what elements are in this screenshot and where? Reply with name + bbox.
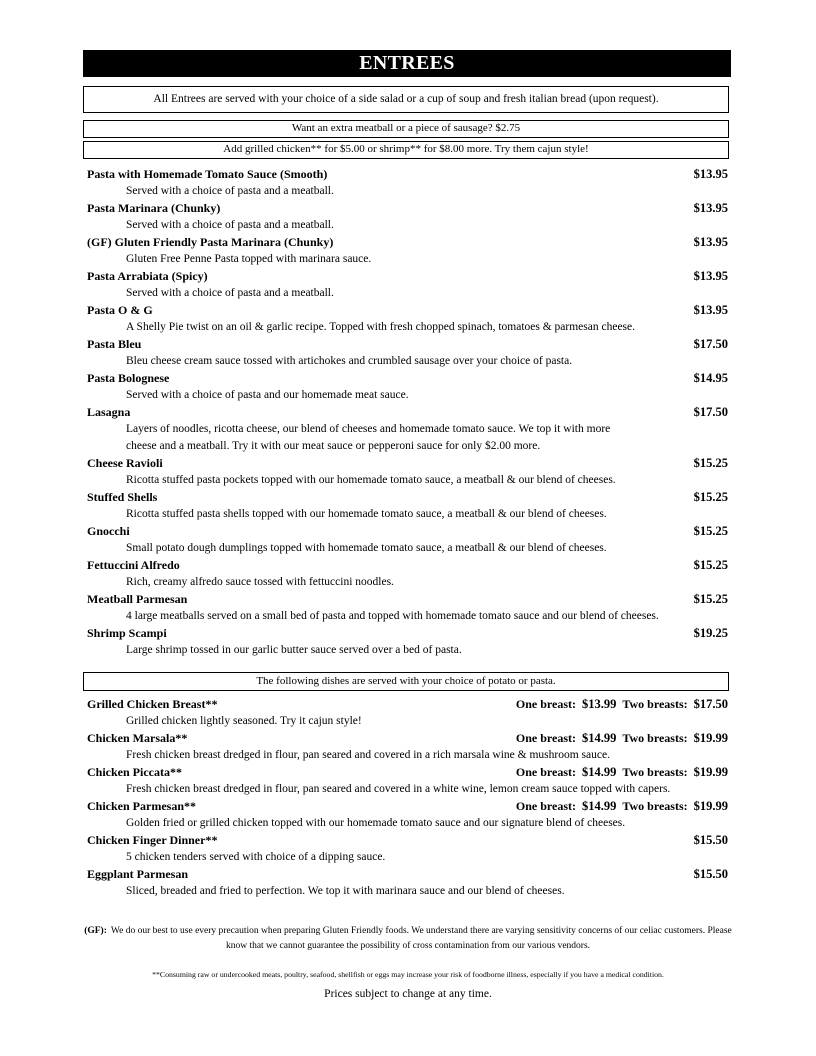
menu-item-row — [87, 557, 728, 574]
menu-item — [87, 336, 728, 370]
menu-item-row — [87, 302, 728, 319]
menu-item-description: Served with a choice of pasta and our homemade meat sauce. — [126, 389, 409, 401]
menu-item-price: $15.50 — [693, 867, 728, 881]
menu-item — [87, 302, 728, 336]
menu-item-price: $13.95 — [693, 201, 728, 215]
menu-item-description: Gluten Free Penne Pasta topped with marinara sauce. — [126, 253, 372, 265]
menu-item-row — [87, 591, 728, 608]
menu-item-description: 4 large meatballs served on a small bed of pasta and topped with homemade tomato sauce and our blend of cheeses. — [126, 610, 659, 622]
gf-text: We do our best to use every precaution when preparing Gluten Friendly foods. We understand there are varying sensitivity concerns of our celiac customers. Please know that we cannot guarantee the possibility of cross contamination from our various vendors. — [110, 926, 732, 951]
two-breasts-label: Two breasts: — [622, 731, 688, 745]
pasta-entree-list — [87, 166, 728, 659]
menu-item-price: $15.25 — [693, 524, 728, 538]
menu-item-row — [87, 625, 728, 642]
menu-item-name: Grilled Chicken Breast** — [87, 697, 218, 711]
menu-item-description: Sliced, breaded and fried to perfection. We top it with marinara sauce and our blend of cheeses. — [126, 885, 565, 897]
menu-item-row — [87, 166, 728, 183]
menu-item-name: Shrimp Scampi — [87, 626, 167, 640]
menu-item-description: 5 chicken tenders served with choice of a dipping sauce. — [126, 851, 386, 863]
menu-item — [87, 455, 728, 489]
menu-item — [87, 625, 728, 659]
menu-item-row — [87, 455, 728, 472]
menu-item-name: Chicken Finger Dinner** — [87, 833, 218, 847]
prices-note: Prices subject to change at any time. — [324, 988, 492, 1000]
raw-food-warning: **Consuming raw or undercooked meats, poultry, seafood, shellfish or eggs may increase your risk of foodborne illness, especially if you have a medical condition. — [152, 970, 664, 979]
gf-label: (GF): — [84, 926, 107, 936]
menu-item-row — [87, 268, 728, 285]
menu-item-name: Pasta Bleu — [87, 337, 142, 351]
menu-item-price: $15.25 — [693, 490, 728, 504]
gluten-friendly-disclaimer — [83, 924, 733, 954]
menu-item-name: Pasta Marinara (Chunky) — [87, 201, 221, 215]
menu-item-description: Ricotta stuffed pasta shells topped with our homemade tomato sauce, a meatball & our blend of cheeses. — [126, 508, 607, 520]
menu-item-description: Golden fried or grilled chicken topped with our homemade tomato sauce and our signature blend of cheeses. — [126, 817, 626, 829]
two-breasts-price: $19.99 — [693, 799, 728, 813]
one-breast-label: One breast: — [515, 765, 577, 779]
menu-item-name: Cheese Ravioli — [87, 456, 163, 470]
one-breast-price: $14.99 — [582, 765, 617, 779]
menu-item-row — [87, 370, 728, 387]
menu-item — [87, 730, 728, 764]
menu-item-row — [87, 200, 728, 217]
menu-item-description: Served with a choice of pasta and a meatball. — [126, 185, 334, 197]
menu-item-pricing — [516, 730, 728, 747]
menu-item-description: Served with a choice of pasta and a meatball. — [126, 287, 334, 299]
two-breasts-label: Two breasts: — [622, 765, 688, 779]
menu-item-price: $14.95 — [693, 371, 728, 385]
menu-item-name: Eggplant Parmesan — [87, 867, 189, 881]
menu-item — [87, 523, 728, 557]
menu-item-name: Gnocchi — [87, 524, 130, 538]
menu-item-name: Lasagna — [87, 405, 131, 419]
menu-item-price: $15.25 — [693, 592, 728, 606]
menu-item-row — [87, 866, 728, 883]
menu-item-description: Served with a choice of pasta and a meatball. — [126, 219, 334, 231]
menu-item — [87, 200, 728, 234]
two-breasts-label: Two breasts: — [622, 697, 688, 711]
one-breast-label: One breast: — [515, 731, 577, 745]
menu-item-description: Layers of noodles, ricotta cheese, our blend of cheeses and homemade tomato sauce. We top it with more — [126, 423, 611, 435]
menu-item-description: Ricotta stuffed pasta pockets topped with our homemade tomato sauce, a meatball & our blend of cheeses. — [126, 474, 616, 486]
menu-item-name: Fettuccini Alfredo — [87, 558, 180, 572]
menu-item — [87, 489, 728, 523]
menu-item — [87, 832, 728, 866]
menu-item-row — [87, 404, 728, 421]
menu-item-description: Fresh chicken breast dredged in flour, pan seared and covered in a white wine, lemon cream sauce topped with capers. — [126, 783, 671, 795]
meatball-note: Want an extra meatball or a piece of sausage? $2.75 — [83, 120, 729, 138]
menu-item-name: Chicken Piccata** — [87, 765, 182, 779]
chicken-entree-list — [87, 696, 728, 900]
two-breasts-price: $19.99 — [693, 765, 728, 779]
menu-item-row — [87, 798, 728, 815]
menu-item-row — [87, 764, 728, 781]
menu-item — [87, 557, 728, 591]
menu-item-description: Rich, creamy alfredo sauce tossed with fettuccini noodles. — [126, 576, 394, 588]
menu-item-description: Large shrimp tossed in our garlic butter sauce served over a bed of pasta. — [126, 644, 462, 656]
section-title: ENTREES — [83, 50, 731, 77]
menu-item — [87, 764, 728, 798]
menu-item-row — [87, 336, 728, 353]
menu-item-price: $13.95 — [693, 303, 728, 317]
two-breasts-label: Two breasts: — [622, 799, 688, 813]
menu-item-row — [87, 832, 728, 849]
menu-item-description: Bleu cheese cream sauce tossed with artichokes and crumbled sausage over your choice of pasta. — [126, 355, 573, 367]
two-breasts-price: $17.50 — [693, 697, 728, 711]
menu-item-name: Pasta Arrabiata (Spicy) — [87, 269, 208, 283]
menu-item — [87, 866, 728, 900]
menu-item-price: $19.25 — [693, 626, 728, 640]
menu-item-description: Small potato dough dumplings topped with homemade tomato sauce, a meatball & our blend of cheeses. — [126, 542, 607, 554]
one-breast-price: $14.99 — [582, 731, 617, 745]
menu-item-pricing — [516, 764, 728, 781]
menu-item-name: (GF) Gluten Friendly Pasta Marinara (Chunky) — [87, 235, 334, 249]
menu-item-name: Chicken Marsala** — [87, 731, 188, 745]
menu-item-name: Pasta with Homemade Tomato Sauce (Smooth) — [87, 167, 328, 181]
menu-item-price: $13.95 — [693, 235, 728, 249]
menu-item-name: Chicken Parmesan** — [87, 799, 196, 813]
menu-item — [87, 404, 728, 455]
one-breast-price: $14.99 — [582, 799, 617, 813]
menu-item-description: cheese and a meatball. Try it with our meat sauce or pepperoni sauce for only $2.00 more. — [126, 440, 541, 452]
menu-item-row — [87, 523, 728, 540]
menu-item — [87, 798, 728, 832]
menu-item-row — [87, 489, 728, 506]
menu-item — [87, 696, 728, 730]
one-breast-label: One breast: — [515, 697, 577, 711]
intro-note: All Entrees are served with your choice of a side salad or a cup of soup and fresh italian bread (upon request). — [83, 86, 729, 113]
menu-item-name: Pasta O & G — [87, 303, 153, 317]
menu-item-pricing — [516, 798, 728, 815]
menu-item — [87, 268, 728, 302]
menu-item-row — [87, 234, 728, 251]
potato-pasta-note: The following dishes are served with your choice of potato or pasta. — [83, 672, 729, 691]
menu-item-price: $13.95 — [693, 269, 728, 283]
menu-item — [87, 370, 728, 404]
menu-item — [87, 166, 728, 200]
menu-item-price: $17.50 — [693, 405, 728, 419]
menu-item-price: $13.95 — [693, 167, 728, 181]
two-breasts-price: $19.99 — [693, 731, 728, 745]
menu-item-name: Meatball Parmesan — [87, 592, 188, 606]
menu-item-description: Fresh chicken breast dredged in flour, pan seared and covered in a rich marsala wine & mushroom sauce. — [126, 749, 610, 761]
menu-item — [87, 234, 728, 268]
menu-item — [87, 591, 728, 625]
menu-item-price: $17.50 — [693, 337, 728, 351]
menu-item-price: $15.50 — [693, 833, 728, 847]
one-breast-price: $13.99 — [582, 697, 617, 711]
menu-item-price: $15.25 — [693, 558, 728, 572]
menu-item-name: Stuffed Shells — [87, 490, 158, 504]
menu-item-name: Pasta Bolognese — [87, 371, 170, 385]
menu-item-description: A Shelly Pie twist on an oil & garlic recipe. Topped with fresh chopped spinach, tomatoes & parmesan cheese. — [126, 321, 636, 333]
menu-item-pricing — [516, 696, 728, 713]
menu-item-price: $15.25 — [693, 456, 728, 470]
menu-item-description: Grilled chicken lightly seasoned. Try it cajun style! — [126, 715, 362, 727]
menu-item-row — [87, 696, 728, 713]
chicken-shrimp-note: Add grilled chicken** for $5.00 or shrimp** for $8.00 more. Try them cajun style! — [83, 141, 729, 159]
menu-item-row — [87, 730, 728, 747]
one-breast-label: One breast: — [515, 799, 577, 813]
